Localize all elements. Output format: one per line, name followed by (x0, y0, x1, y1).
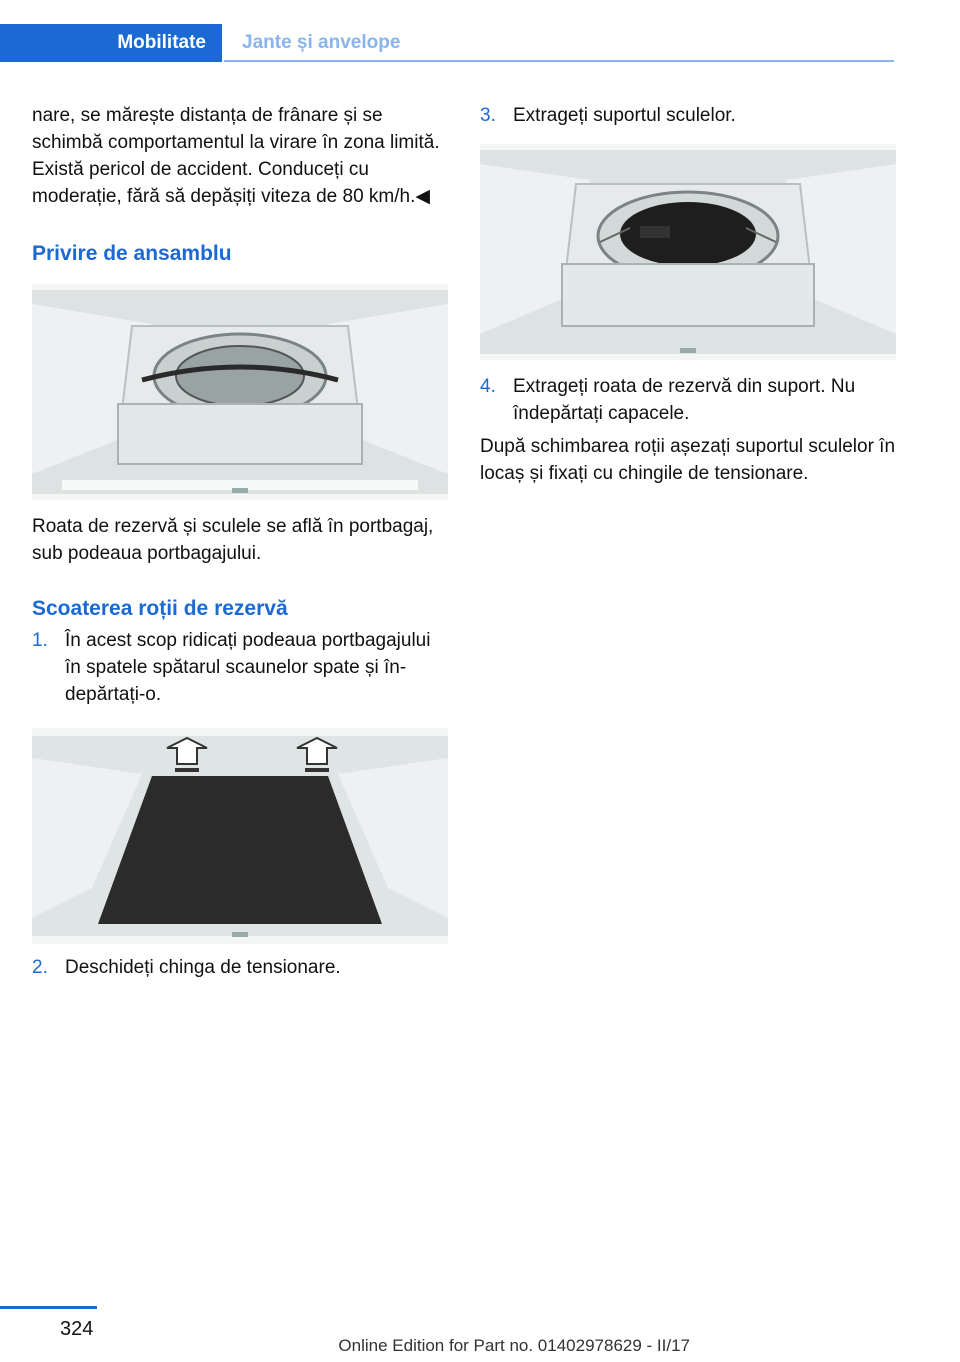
after-change-paragraph: După schimbarea roții așezați suportul sculelor în locaș și fixați cu chingile de tensionare. (480, 436, 896, 484)
section-label: Mobilitate (117, 32, 206, 53)
step-1-number: 1. (32, 630, 48, 651)
caption-overview: Roata de rezervă și sculele se află în portbagaj, sub podeaua portbagajului. (32, 516, 434, 564)
tool-holder-figure (480, 144, 896, 360)
left-column (32, 102, 448, 981)
footer-rule (0, 1306, 97, 1309)
step-2-text: Deschideți chinga de tensionare. (65, 957, 341, 978)
step-3-text: Extrageți suportul sculelor. (513, 105, 736, 126)
step-1 (32, 627, 448, 708)
step-4-text: Extrageți roata de rezervă din suport. Nu îndepărtați capacele. (513, 376, 856, 424)
step-3 (480, 102, 896, 129)
page-number: 324 (60, 1318, 94, 1340)
step-3-number: 3. (480, 105, 496, 126)
step-4-number: 4. (480, 376, 496, 397)
spare-wheel-overview-figure (32, 284, 448, 500)
right-column (480, 102, 896, 487)
subsection-tab[interactable] (224, 24, 894, 62)
trunk-floor-figure (32, 728, 448, 944)
step-2-number: 2. (32, 957, 48, 978)
step-1-text: În acest scop ridicați podeaua portbagajului în spatele spătarul scaunelor spate și îndepărtați-o. (65, 630, 431, 705)
step-2 (32, 954, 448, 981)
heading-overview: Privire de ansamblu (32, 242, 232, 265)
step-4 (480, 373, 896, 427)
section-tab[interactable] (0, 24, 222, 62)
header-rule (224, 60, 894, 62)
intro-paragraph: nare, se mărește distanța de frânare și se schimbă comportamentul la virare în zona limită. Există pericol de accident. Conduceți cu moderație, fără să depășiți viteza de 80 km/h.◀ (32, 105, 440, 207)
subsection-label: Jante și anvelope (242, 32, 401, 53)
edition-text: Online Edition for Part no. 01402978629 - II/17 (338, 1336, 690, 1355)
heading-remove-spare: Scoaterea roții de rezervă (32, 597, 288, 620)
